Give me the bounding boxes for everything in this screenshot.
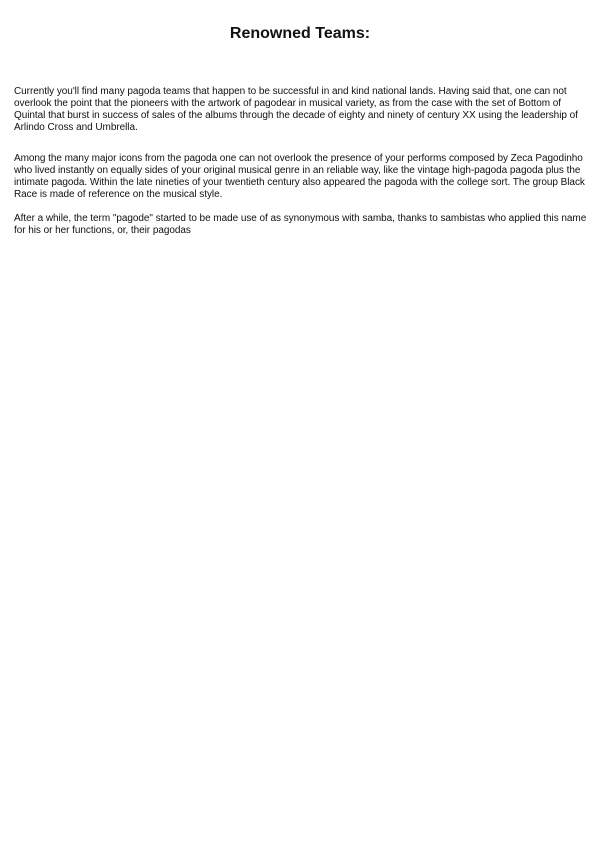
paragraph-icons: Among the many major icons from the pagoda one can not overlook the presence of your performs composed by Zeca Pagodinho who lived instantly on equally sides of your original musical genre in an reliable way, like the vintage high-pagoda pagoda plus the intimate pagoda. Within the late nineties of your twentieth century also appeared the pagoda with the college sort. The group Black Race is made of reference on the musical style. [14,153,585,200]
paragraph-term-pagode: After a while, the term "pagode" started to be made use of as synonymous with samba, thanks to sambistas who applied this name for his or her functions, or, their pagodas [14,213,587,236]
paragraph-pioneers: Currently you'll find many pagoda teams that happen to be successful in and kind national lands. Having said that, one can not overlook the point that the pioneers with the artwork of pagodear in musical variety, as from the case with the set of Bottom of Quintal that burst in success of sales of the albums through the decade of eighty and ninety of century XX using the leadership of Arlindo Cross and Umbrella. [14,86,578,133]
page-title: Renowned Teams: [229,25,371,42]
